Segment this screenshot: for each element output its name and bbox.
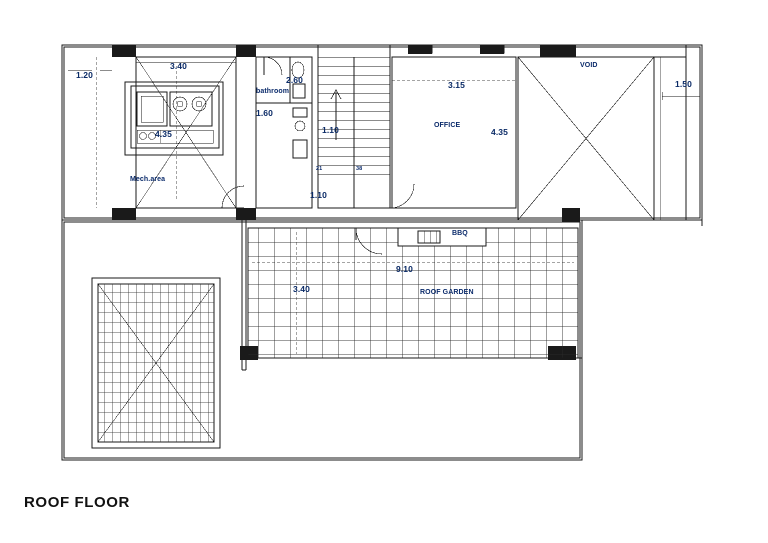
dimension-label: 1.10 <box>310 190 327 200</box>
dimension-label: 3.40 <box>170 61 187 71</box>
room-label-void: VOID <box>580 62 598 69</box>
dimension-label-small: 38 <box>356 166 363 172</box>
dimension-label: 9.10 <box>396 264 413 274</box>
dimension-label: 1.50 <box>675 79 692 89</box>
dimension-label: 2.60 <box>286 75 303 85</box>
page-title: ROOF FLOOR <box>24 494 130 511</box>
dimension-label: 3.40 <box>293 284 310 294</box>
dimension-label-small: 21 <box>316 166 323 172</box>
room-label-bbq: BBQ <box>452 230 468 237</box>
room-label-office: OFFICE <box>434 122 461 129</box>
scan-artifact-blob <box>0 0 290 20</box>
dimension-label: 1.60 <box>256 108 273 118</box>
dimension-label: 4.35 <box>155 129 172 139</box>
room-label-bathroom: bathroom <box>256 88 290 95</box>
room-label-mech-area: Mech.area <box>130 176 166 183</box>
dimension-label: 1.10 <box>322 125 339 135</box>
dimension-label: 3.15 <box>448 80 465 90</box>
dimension-label: 1.20 <box>76 70 93 80</box>
room-label-roof-garden: ROOF GARDEN <box>420 289 474 296</box>
dimension-label: 4.35 <box>491 127 508 137</box>
